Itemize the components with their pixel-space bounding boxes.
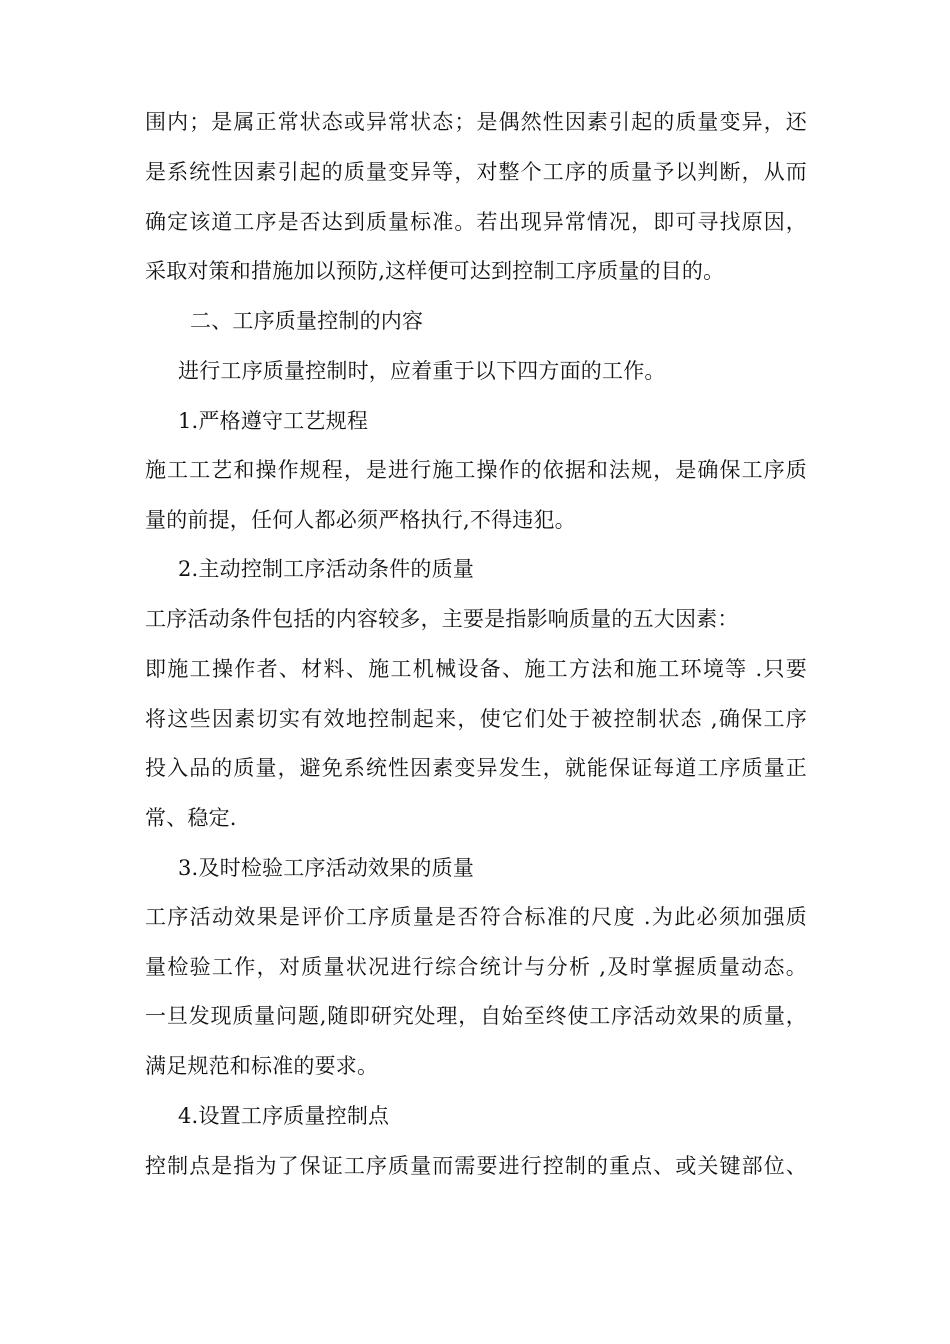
paragraph-line: 一旦发现质量问题,随即研究处理，自始至终使工序活动效果的质量， xyxy=(145,1004,807,1028)
paragraph-line: 量的前提，任何人都必须严格执行,不得违犯。 xyxy=(145,508,576,532)
paragraph-line: 常、稳定. xyxy=(145,806,237,830)
paragraph-line: 施工工艺和操作规程，是进行施工操作的依据和法规，是确保工序质 xyxy=(145,458,807,482)
subsection-heading: 4.设置工序质量控制点 xyxy=(178,1104,390,1128)
paragraph-line: 投入品的质量，避免系统性因素变异发生，就能保证每道工序质量正 xyxy=(145,756,807,780)
paragraph-line: 即施工操作者、材料、施工机械设备、施工方法和施工环境等 .只要 xyxy=(145,657,807,681)
paragraph-line: 采取对策和措施加以预防,这样便可达到控制工序质量的目的。 xyxy=(145,259,725,283)
subsection-heading: 2.主动控制工序活动条件的质量 xyxy=(178,557,475,581)
paragraph-line: 是系统性因素引起的质量变异等，对整个工序的质量予以判断，从而 xyxy=(145,160,807,184)
paragraph-line: 工序活动条件包括的内容较多，主要是指影响质量的五大因素： xyxy=(145,607,739,631)
paragraph-line: 满足规范和标准的要求。 xyxy=(145,1054,379,1078)
paragraph-line: 围内；是属正常状态或异常状态；是偶然性因素引起的质量变异，还 xyxy=(145,110,807,134)
paragraph-line: 将这些因素切实有效地控制起来，使它们处于被控制状态 ,确保工序 xyxy=(145,707,807,731)
paragraph-line: 确定该道工序是否达到质量标准。若出现异常情况，即可寻找原因， xyxy=(145,210,807,234)
paragraph-line: 控制点是指为了保证工序质量而需要进行控制的重点、或关键部位、 xyxy=(145,1154,807,1178)
subsection-heading: 3.及时检验工序活动效果的质量 xyxy=(178,856,475,880)
paragraph-line: 量检验工作，对质量状况进行综合统计与分析 ,及时掌握质量动态。 xyxy=(145,955,807,979)
paragraph-line: 进行工序质量控制时，应着重于以下四方面的工作。 xyxy=(178,359,666,383)
section-heading: 二、工序质量控制的内容 xyxy=(190,309,424,333)
subsection-heading: 1.严格遵守工艺规程 xyxy=(178,409,369,433)
paragraph-line: 工序活动效果是评价工序质量是否符合标准的尺度 .为此必须加强质 xyxy=(145,905,807,929)
